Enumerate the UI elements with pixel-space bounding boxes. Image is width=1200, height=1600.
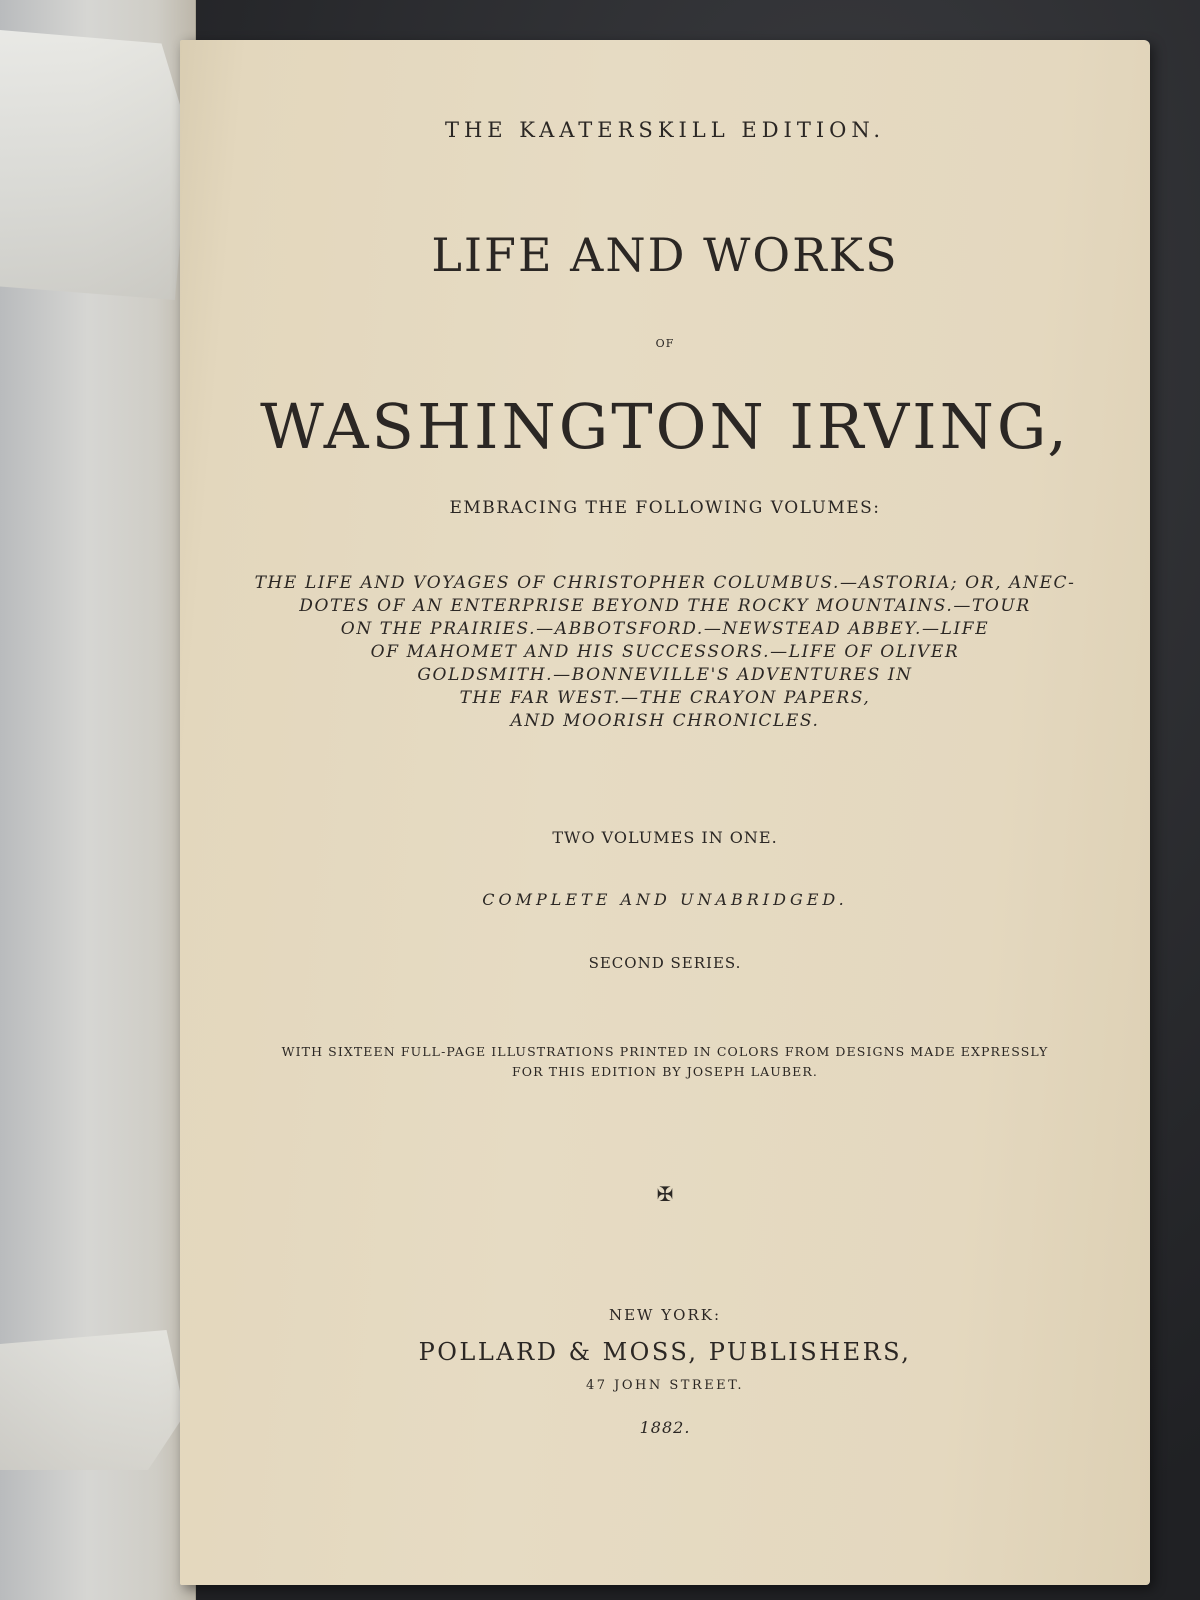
contents-line: THE FAR WEST.—THE CRAYON PAPERS, (459, 688, 871, 708)
tissue-guard-sheet (0, 0, 196, 1600)
publisher-name: POLLARD & MOSS, PUBLISHERS, (418, 1338, 912, 1366)
book-title: LIFE AND WORKS (431, 228, 899, 282)
contents-line: GOLDSMITH.—BONNEVILLE'S ADVENTURES IN (417, 665, 913, 685)
publication-year: 1882. (639, 1418, 691, 1437)
illustrations-line: FOR THIS EDITION BY JOSEPH LAUBER. (512, 1064, 818, 1079)
author-name: WASHINGTON IRVING, (260, 390, 1070, 463)
contents-line: THE LIFE AND VOYAGES OF CHRISTOPHER COLUMBUS.—ASTORIA; OR, ANEC- (254, 573, 1076, 593)
tissue-fold-bottom (0, 1330, 185, 1470)
publisher-city: NEW YORK: (608, 1306, 721, 1324)
cross-ornament-icon: ✠ (656, 1182, 674, 1206)
tissue-fold-top (0, 30, 190, 300)
edition-line: THE KAATERSKILL EDITION. (444, 118, 886, 142)
volume-contents (240, 572, 1090, 733)
illustrations-line: WITH SIXTEEN FULL-PAGE ILLUSTRATIONS PRINTED IN COLORS FROM DESIGNS MADE EXPRESSLY (281, 1044, 1049, 1059)
contents-line: ON THE PRAIRIES.—ABBOTSFORD.—NEWSTEAD ABBEY.—LIFE (340, 619, 990, 639)
contents-line: AND MOORISH CHRONICLES. (510, 711, 820, 731)
publisher-address: 47 JOHN STREET. (585, 1378, 745, 1393)
complete-line: COMPLETE AND UNABRIDGED. (482, 890, 848, 909)
contents-line: OF MAHOMET AND HIS SUCCESSORS.—LIFE OF OLIVER (370, 642, 960, 662)
series-line: SECOND SERIES. (588, 954, 742, 972)
title-page (180, 40, 1150, 1585)
volumes-line: TWO VOLUMES IN ONE. (552, 828, 778, 847)
embracing-line: EMBRACING THE FOLLOWING VOLUMES: (449, 498, 881, 518)
of-line: OF (655, 337, 675, 350)
contents-line: DOTES OF AN ENTERPRISE BEYOND THE ROCKY MOUNTAINS.—TOUR (299, 596, 1031, 616)
illustrations-note (225, 1042, 1105, 1082)
